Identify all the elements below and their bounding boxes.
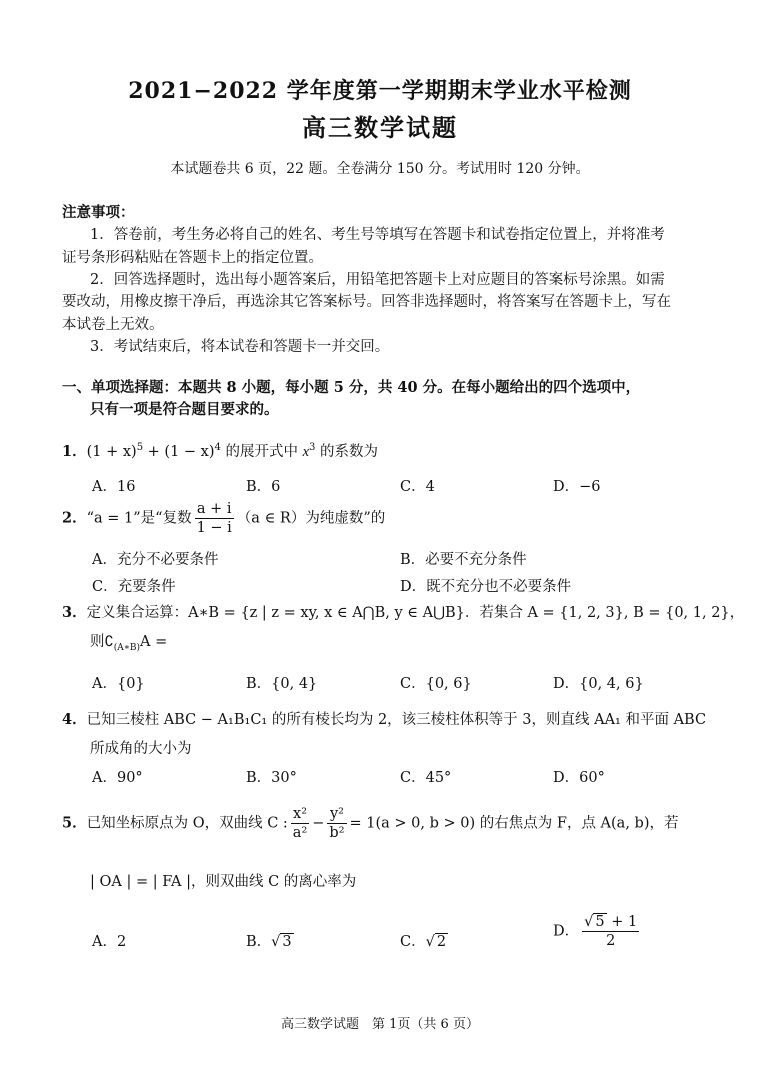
- q3-stem-line1: 3．定义集合运算：A∗B = {z | z = xy, x ∈ A⋂B, y ∈ A⋃B}．若集合 A = {1, 2, 3}, B = {0, 1, 2}，: [62, 604, 745, 621]
- q5-stem-line1: 5．已知坐标原点为 O，双曲线 C : $\frac{\text{x²}}{\text{a²}}$ − $\frac{\text{y²}}{\text{b²}}$ = 1(a > 0, b > 0) 的右焦点为 F，点 A(a, b)，若: [62, 806, 679, 841]
- q5-fraction-x: $\frac{\text{x²}}{\text{a²}}$: [292, 806, 308, 841]
- q5-option-b: B．√ 3: [246, 934, 292, 950]
- q2-option-b: B．必要不充分条件: [400, 552, 527, 568]
- q4-option-b: B．30°: [246, 770, 297, 786]
- q3-number: 3．: [62, 604, 87, 621]
- q5-number: 5．: [62, 814, 87, 832]
- q3-option-d: D．{0, 4, 6}: [553, 676, 644, 692]
- sqrt-symbol: √ 3: [271, 934, 292, 950]
- exam-title: 2021−2022 学年度第一学期期末学业水平检测: [128, 78, 632, 104]
- q2-stem: 2．“a = 1”是“复数 $\frac{a + i}{1 - i}$ （a ∈ R）为纯虚数”的: [62, 501, 386, 536]
- q3-option-c: C．{0, 6}: [400, 676, 472, 692]
- q4-stem-line1: 4．已知三棱柱 ABC − A₁B₁C₁ 的所有棱长均为 2，该三棱柱体积等于 3，则直线 AA₁ 和平面 ABC: [62, 711, 707, 728]
- q5-option-d-fraction: $\frac{√ 5 + 1}{2}$: [584, 914, 638, 949]
- q3-option-a: A．{0}: [92, 676, 145, 692]
- q1-option-c: C．4: [400, 479, 435, 495]
- q2-number: 2．: [62, 509, 87, 527]
- q1-option-b: B．6: [246, 479, 281, 495]
- q5-fraction-y: $\frac{\text{y²}}{\text{b²}}$: [329, 806, 345, 841]
- q4-number: 4．: [62, 711, 87, 728]
- q1-option-d: D．−6: [553, 479, 601, 495]
- notice-heading: 注意事项：: [62, 204, 135, 221]
- q2-option-a: A．充分不必要条件: [92, 552, 219, 568]
- q2-fraction: $\frac{a + i}{1 - i}$: [196, 501, 232, 536]
- notice-item2-line3: 本试卷上无效。: [62, 317, 164, 333]
- q2-option-d: D．既不充分也不必要条件: [400, 579, 572, 595]
- notice-item3: 3．考试结束后，将本试卷和答题卡一并交回。: [90, 339, 390, 355]
- q4-option-c: C．45°: [400, 770, 452, 786]
- q5-option-a: A．2: [92, 934, 127, 950]
- section1-heading-line2: 只有一项是符合题目要求的。: [90, 401, 279, 418]
- exam-info: 本试题卷共 6 页，22 题。全卷满分 150 分。考试用时 120 分钟。: [170, 161, 590, 177]
- q5-option-c: C．√ 2: [400, 934, 447, 950]
- q3-option-b: B．{0, 4}: [246, 676, 318, 692]
- notice-item1-line2: 证号条形码粘贴在答题卡上的指定位置。: [62, 250, 323, 266]
- q5-stem-line2: | OA | = | FA |，则双曲线 C 的离心率为: [90, 874, 357, 890]
- q3-stem-line2: 则$∁_{(A∗B)}A$ =: [90, 634, 168, 653]
- q4-stem-line2: 所成角的大小为: [90, 741, 192, 757]
- q1-stem: 1．$(1 + x)^5 + (1 - x)^4$ 的展开式中 $x^3$ 的系数为: [62, 442, 379, 460]
- q2-option-c: C．充要条件: [92, 579, 176, 595]
- q4-option-d: D．60°: [553, 770, 605, 786]
- page-footer: 高三数学试题 第 1页（共 6 页）: [281, 1017, 479, 1032]
- q4-option-a: A．90°: [92, 770, 143, 786]
- q1-option-a: A．16: [92, 479, 136, 495]
- notice-item1-line1: 1．答卷前，考生务必将自己的姓名、考生号等填写在答题卡和试卷指定位置上，并将准考: [90, 227, 665, 243]
- sqrt-symbol: √ 2: [425, 934, 447, 950]
- q5-option-d: D． $\frac{√ 5 + 1}{2}$: [553, 914, 638, 949]
- notice-item2-line1: 2．回答选择题时，选出每小题答案后，用铅笔把答题卡上对应题目的答案标号涂黑。如需: [90, 272, 665, 288]
- notice-item2-line2: 要改动，用橡皮擦干净后，再选涂其它答案标号。回答非选择题时，将答案写在答题卡上，写在: [62, 294, 671, 310]
- q1-number: 1．: [62, 443, 87, 460]
- exam-subtitle: 高三数学试题: [302, 113, 458, 142]
- section1-heading-line1: 一、单项选择题：本题共 8 小题，每小题 5 分，共 40 分。在每小题给出的四个选项中，: [62, 379, 641, 396]
